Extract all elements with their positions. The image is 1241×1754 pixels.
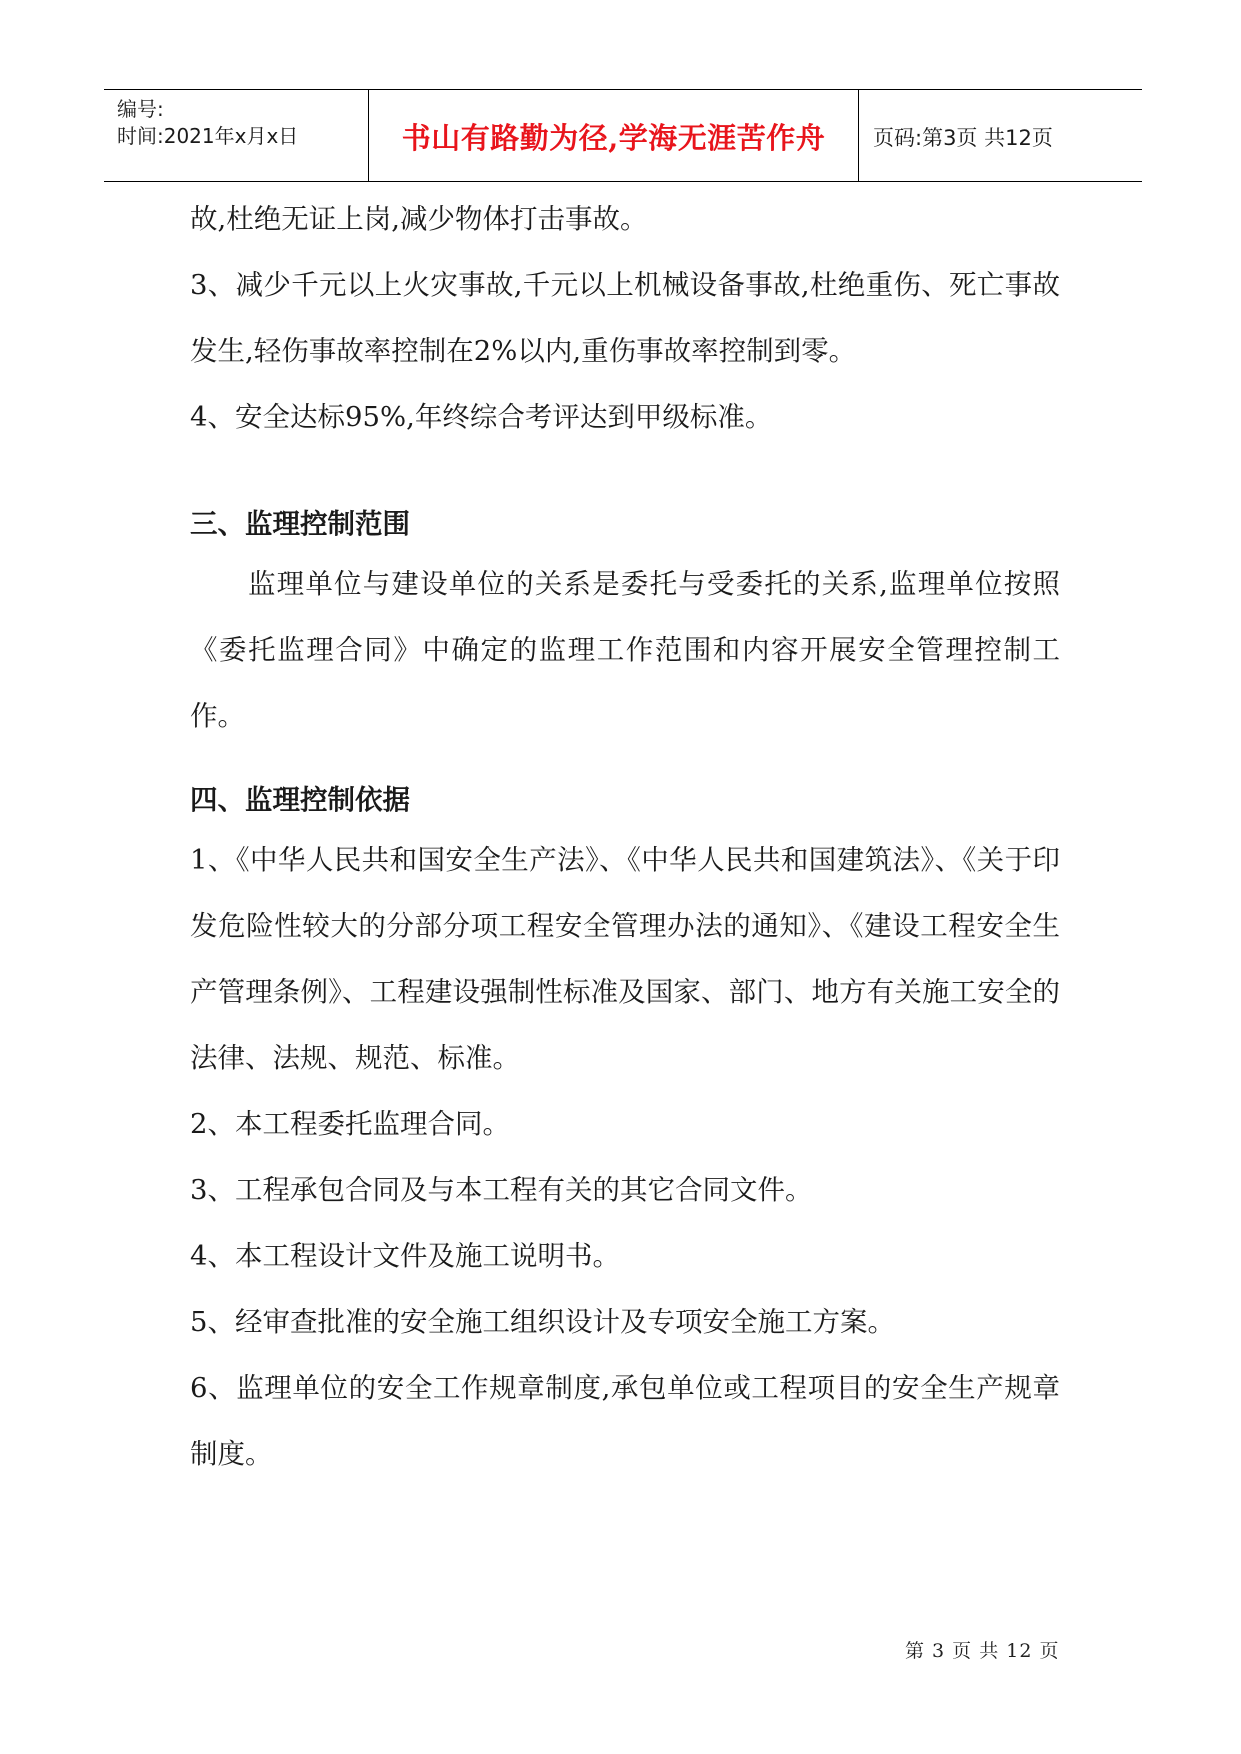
paragraph: 3、工程承包合同及与本工程有关的其它合同文件。 xyxy=(190,1174,813,1206)
paragraph: 5、经审查批准的安全施工组织设计及专项安全施工方案。 xyxy=(190,1306,895,1338)
document-code-label: 编号: xyxy=(117,97,164,121)
page-footer: 第 3 页 共 12 页 xyxy=(905,1640,1060,1662)
paragraph: 故,杜绝无证上岗,减少物体打击事故。 xyxy=(190,203,648,235)
paragraph: 4、安全达标95%,年终综合考评达到甲级标准。 xyxy=(190,401,773,433)
section-heading: 四、监理控制依据 xyxy=(190,784,410,816)
document-body xyxy=(190,203,1060,1487)
paragraph: 6、监理单位的安全工作规章制度,承包单位或工程项目的安全生产规章制度。 xyxy=(190,1372,1060,1470)
header-meta xyxy=(104,90,369,181)
paragraph: 3、减少千元以上火灾事故,千元以上机械设备事故,杜绝重伤、死亡事故发生,轻伤事故率控制在2%以内,重伤事故率控制到零。 xyxy=(190,269,1060,367)
page-header xyxy=(104,89,1142,182)
header-motto-cell xyxy=(369,90,859,181)
paragraph: 监理单位与建设单位的关系是委托与受委托的关系,监理单位按照《委托监理合同》中确定的监理工作范围和内容开展安全管理控制工作。 xyxy=(190,568,1060,732)
section-heading: 三、监理控制范围 xyxy=(190,508,410,540)
paragraph: 2、本工程委托监理合同。 xyxy=(190,1108,510,1140)
paragraph: 1、《中华人民共和国安全生产法》、《中华人民共和国建筑法》、《关于印发危险性较大的分部分项工程安全管理办法的通知》、《建设工程安全生产管理条例》、工程建设强制性标准及国家、部门、地方有关施工安全的法律、法规、规范、标准。 xyxy=(190,844,1060,1074)
document-time-label: 时间:2021年x月x日 xyxy=(117,124,299,148)
paragraph: 4、本工程设计文件及施工说明书。 xyxy=(190,1240,620,1272)
header-page-info: 页码:第3页 共12页 xyxy=(873,125,1053,150)
header-motto: 书山有路勤为径,学海无涯苦作舟 xyxy=(401,121,826,155)
